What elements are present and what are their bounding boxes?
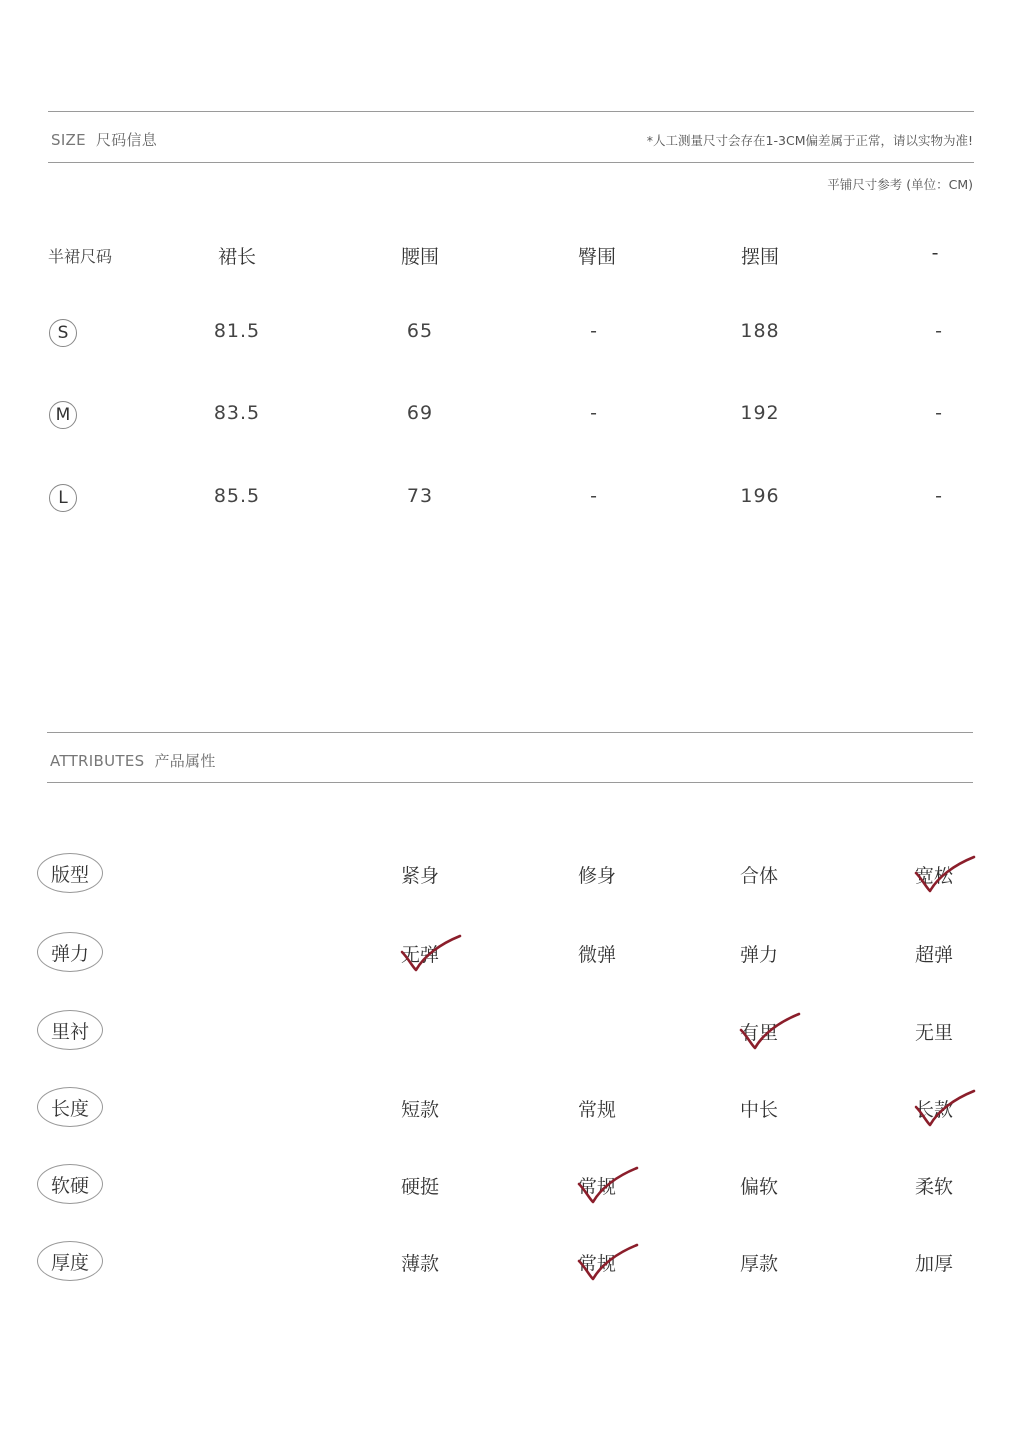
size-value-cell: - <box>935 320 943 342</box>
attribute-option: 柔软 <box>914 1176 954 1198</box>
attribute-label-oval: 厚度 <box>37 1241 103 1281</box>
size-value-cell: 65 <box>406 320 434 342</box>
attributes-bottom-rule <box>47 782 973 783</box>
attribute-option: 薄款 <box>400 1253 440 1275</box>
size-label-circle: M <box>49 401 77 429</box>
attribute-option: 超弹 <box>914 944 954 966</box>
size-bottom-rule <box>48 162 974 163</box>
attribute-option: 有里 <box>739 1022 779 1044</box>
size-value-cell: - <box>590 402 598 424</box>
attributes-title-en: ATTRIBUTES <box>50 752 145 770</box>
measurement-note: *人工测量尺寸会存在1-3CM偏差属于正常，请以实物为准! <box>646 133 973 148</box>
attribute-option: 偏软 <box>739 1176 779 1198</box>
attribute-option: 硬挺 <box>400 1176 440 1198</box>
size-label-circle: L <box>49 484 77 512</box>
attribute-option: 长款 <box>914 1099 954 1121</box>
size-header-col: - <box>931 242 939 264</box>
size-value-cell: 69 <box>406 402 434 424</box>
size-header-col: 腰围 <box>400 246 440 268</box>
size-value-cell: 188 <box>740 320 780 342</box>
size-header-col: 裙长 <box>217 246 257 268</box>
size-title-en: SIZE <box>51 131 86 149</box>
attribute-label-oval: 弹力 <box>37 932 103 972</box>
size-section-title <box>51 129 157 150</box>
size-value-cell: 85.5 <box>213 485 261 507</box>
attribute-label-oval: 软硬 <box>37 1164 103 1204</box>
attribute-option: 常规 <box>577 1176 617 1198</box>
attribute-label-oval: 版型 <box>37 853 103 893</box>
unit-note: 平铺尺寸参考 (单位：CM) <box>827 177 973 192</box>
size-header-label: 半裙尺码 <box>48 247 113 266</box>
attribute-option: 修身 <box>577 865 617 887</box>
attribute-option: 弹力 <box>739 944 779 966</box>
size-title-cn: 尺码信息 <box>95 131 158 149</box>
attributes-section-title <box>50 750 216 771</box>
size-label-circle: S <box>49 319 77 347</box>
attribute-option: 常规 <box>577 1099 617 1121</box>
size-top-rule <box>48 111 974 112</box>
attribute-option: 微弹 <box>577 944 617 966</box>
size-value-cell: - <box>590 485 598 507</box>
attribute-option: 无弹 <box>400 944 440 966</box>
attribute-option: 厚款 <box>739 1253 779 1275</box>
attribute-option: 合体 <box>739 865 779 887</box>
attributes-top-rule <box>47 732 973 733</box>
attribute-option: 宽松 <box>914 865 954 887</box>
size-value-cell: 83.5 <box>213 402 261 424</box>
size-value-cell: - <box>935 402 943 424</box>
size-value-cell: - <box>935 485 943 507</box>
size-value-cell: 196 <box>740 485 780 507</box>
attribute-option: 加厚 <box>914 1253 954 1275</box>
attribute-option: 无里 <box>914 1022 954 1044</box>
size-header-col: 摆围 <box>740 246 780 268</box>
attribute-option: 常规 <box>577 1253 617 1275</box>
attribute-option: 短款 <box>400 1099 440 1121</box>
attribute-option: 紧身 <box>400 865 440 887</box>
size-header-col: 臀围 <box>577 246 617 268</box>
size-value-cell: 81.5 <box>213 320 261 342</box>
size-value-cell: 192 <box>740 402 780 424</box>
attributes-title-cn: 产品属性 <box>154 752 216 770</box>
size-value-cell: - <box>590 320 598 342</box>
attribute-label-oval: 里衬 <box>37 1010 103 1050</box>
attribute-option: 中长 <box>739 1099 779 1121</box>
size-value-cell: 73 <box>406 485 434 507</box>
attribute-label-oval: 长度 <box>37 1087 103 1127</box>
